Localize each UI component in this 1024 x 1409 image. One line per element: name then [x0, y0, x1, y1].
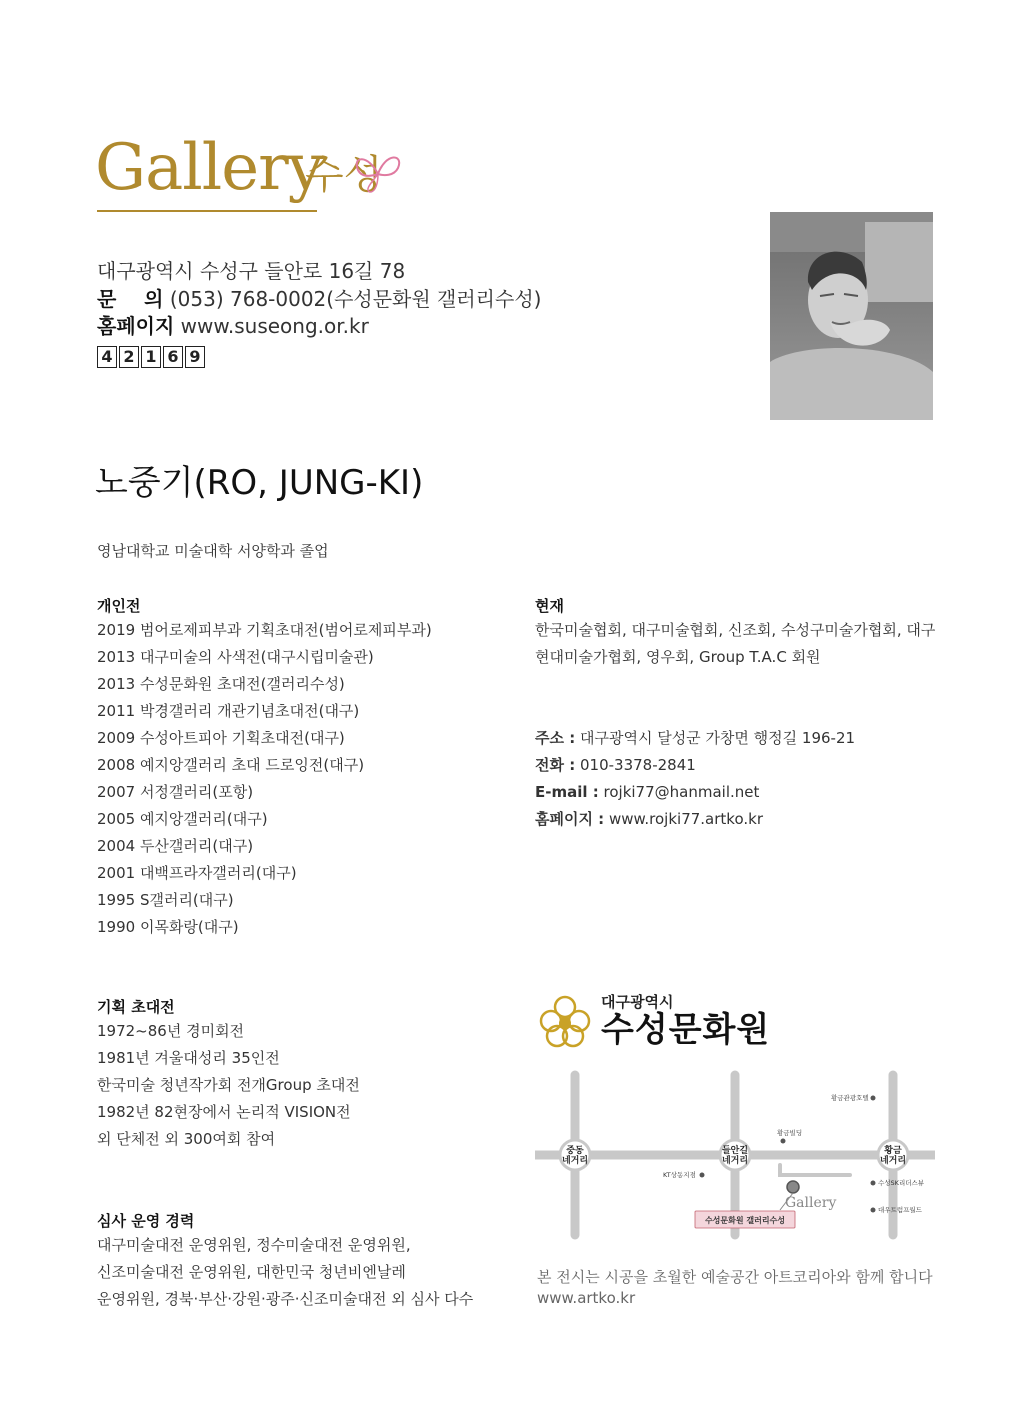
- jury-title: 심사 운영 경력: [97, 1212, 195, 1230]
- gallery-logo-korean: 수성: [305, 152, 383, 198]
- current-list: [535, 617, 935, 671]
- list-item: 2001 대백프라자갤러리(대구): [97, 864, 297, 882]
- artist-portrait: [770, 212, 933, 420]
- zip-digit: 1: [141, 346, 161, 368]
- gallery-homepage: [97, 313, 369, 340]
- artist-education: 영남대학교 미술대학 서양학과 졸업: [97, 542, 329, 560]
- list-item: 한국미술 청년작가회 전개Group 초대전: [97, 1076, 360, 1094]
- artist-phone: [535, 752, 855, 779]
- invited-exhibitions-title: 기획 초대전: [97, 998, 175, 1016]
- current-title: 현재: [535, 597, 564, 615]
- homepage-label: 홈페이지: [97, 314, 175, 338]
- landmark-label: 황금빌딩: [777, 1129, 803, 1137]
- list-item: 2019 범어로제피부과 기획초대전(범어로제피부과): [97, 621, 432, 639]
- zip-digit: 4: [97, 346, 117, 368]
- list-item: 외 단체전 외 300여회 참여: [97, 1130, 276, 1148]
- list-item: 2013 대구미술의 사색전(대구시립미술관): [97, 648, 374, 666]
- culture-center-small: 대구광역시: [601, 993, 674, 1011]
- artist-homepage-value: www.rojki77.artko.kr: [608, 810, 763, 828]
- intersection-label: 들안길: [721, 1146, 749, 1156]
- email-value: rojki77@hanmail.net: [603, 783, 760, 801]
- list-item: 2005 예지앙갤러리(대구): [97, 810, 268, 828]
- list-item: 2007 서정갤러리(포항): [97, 783, 254, 801]
- intersection-label: 중동: [566, 1146, 584, 1156]
- landmark-label: 황금관광호텔: [831, 1094, 869, 1102]
- culture-center-large: 수성문화원: [601, 1010, 771, 1050]
- address-label: 주소 :: [535, 729, 576, 747]
- gallery-logo-wordmark: Gallery: [95, 131, 323, 205]
- list-item: 1990 이목화랑(대구): [97, 918, 239, 936]
- invited-exhibitions-list: [97, 1018, 360, 1153]
- artist-contact: [535, 725, 855, 833]
- list-item: 1981년 겨울대성리 35인전: [97, 1049, 280, 1067]
- solo-exhibitions-title: 개인전: [97, 597, 141, 615]
- inquiry-label: 문 의: [97, 287, 164, 311]
- list-item: 현대미술가협회, 영우회, Group T.A.C 회원: [535, 648, 821, 666]
- list-item: 운영위원, 경북·부산·강원·광주·신조미술대전 외 심사 다수: [97, 1290, 474, 1308]
- list-item: 1982년 82현장에서 논리적 VISION전: [97, 1103, 351, 1121]
- zip-digit: 6: [163, 346, 183, 368]
- list-item: 2009 수성아트피아 기획초대전(대구): [97, 729, 345, 747]
- artist-homepage: [535, 806, 855, 833]
- list-item: 한국미술협회, 대구미술협회, 신조회, 수성구미술가협회, 대구: [535, 621, 936, 639]
- footer-note: 본 전시는 시공을 초월한 예술공간 아트코리아와 함께 합니다: [537, 1268, 933, 1286]
- list-item: 신조미술대전 운영위원, 대한민국 청년비엔날레: [97, 1263, 406, 1281]
- intersection-label: 네거리: [879, 1156, 907, 1166]
- list-item: 2013 수성문화원 초대전(갤러리수성): [97, 675, 345, 693]
- map-gallery-sign: Gallery: [785, 1195, 837, 1211]
- list-item: 1972~86년 경미회전: [97, 1022, 245, 1040]
- location-map: [535, 1065, 935, 1245]
- gallery-location-pin-icon: [787, 1181, 799, 1193]
- list-item: 대구미술대전 운영위원, 정수미술대전 운영위원,: [97, 1236, 411, 1254]
- phone-label: 전화 :: [535, 756, 576, 774]
- landmark-label: 대우트럼프월드: [878, 1206, 922, 1214]
- list-item: 2011 박경갤러리 개관기념초대전(대구): [97, 702, 360, 720]
- gallery-inquiry: [97, 286, 541, 313]
- zipcode-boxes: [97, 346, 205, 368]
- butterfly-icon: [350, 150, 406, 194]
- footer-url: www.artko.kr: [537, 1289, 636, 1307]
- list-item: 1995 S갤러리(대구): [97, 891, 234, 909]
- email-label: E-mail :: [535, 783, 599, 801]
- jury-list: [97, 1232, 473, 1313]
- list-item: 2004 두산갤러리(대구): [97, 837, 254, 855]
- zip-digit: 2: [119, 346, 139, 368]
- solo-exhibitions-list: [97, 617, 432, 941]
- intersection-label: 네거리: [721, 1156, 749, 1166]
- inquiry-value: (053) 768-0002(수성문화원 갤러리수성): [169, 287, 542, 311]
- artist-homepage-label: 홈페이지 :: [535, 810, 605, 828]
- address-value: 대구광역시 달성군 가창면 행정길 196-21: [579, 729, 856, 747]
- artist-name: 노중기(RO, JUNG-KI): [95, 463, 424, 503]
- gallery-address: 대구광역시 수성구 들안로 16길 78: [97, 259, 406, 283]
- map-gallery-label: 수성문화원 갤러리수성: [704, 1216, 786, 1225]
- homepage-value: www.suseong.or.kr: [180, 314, 369, 338]
- landmark-label: 수성SK리더스뷰: [878, 1179, 925, 1187]
- list-item: 2008 예지앙갤러리 초대 드로잉전(대구): [97, 756, 365, 774]
- landmark-label: KT상동지점: [663, 1171, 696, 1179]
- culture-center-emblem-icon: [537, 993, 593, 1049]
- phone-value: 010-3378-2841: [579, 756, 696, 774]
- culture-center-logo: [537, 993, 770, 1049]
- artist-email: [535, 779, 855, 806]
- intersection-label: 황금: [884, 1146, 902, 1156]
- intersection-label: 네거리: [561, 1156, 589, 1166]
- artist-address: [535, 725, 855, 752]
- logo-underline: [97, 210, 317, 212]
- zip-digit: 9: [185, 346, 205, 368]
